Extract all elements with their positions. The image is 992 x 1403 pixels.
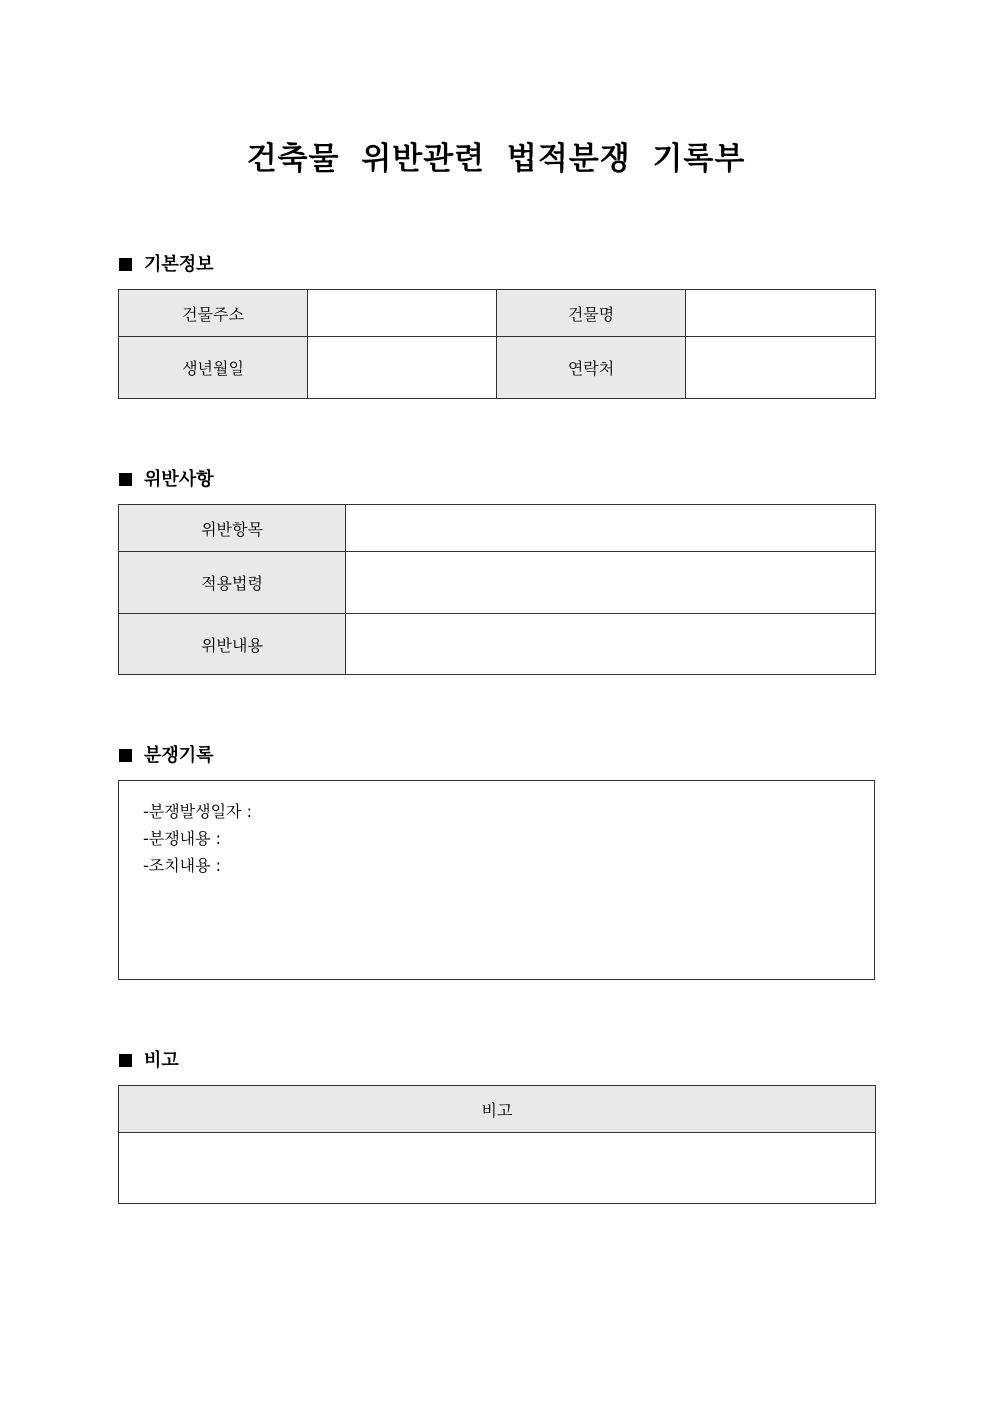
- section-heading-violation: [119, 470, 214, 490]
- contact-label: 연락처: [497, 337, 686, 399]
- birth-date-label: 생년월일: [119, 337, 308, 399]
- violation-content-label: 위반내용: [119, 614, 346, 675]
- building-address-label: 건물주소: [119, 290, 308, 337]
- table-row: [119, 1133, 876, 1204]
- building-name-label: 건물명: [497, 290, 686, 337]
- table-row: [119, 337, 876, 399]
- section-heading-basic-info: [119, 255, 214, 275]
- building-address-field[interactable]: [308, 290, 497, 337]
- section-heading-label: 기본정보: [144, 254, 214, 275]
- applicable-law-label: 적용법령: [119, 552, 346, 614]
- violation-content-field[interactable]: [346, 614, 876, 675]
- dispute-record-box[interactable]: [118, 780, 875, 980]
- section-heading-dispute-record: [119, 746, 214, 766]
- violation-item-field[interactable]: [346, 505, 876, 552]
- dispute-content-line: -분쟁내용 :: [143, 829, 222, 848]
- square-bullet-icon: [119, 258, 132, 271]
- table-row: [119, 1086, 876, 1133]
- birth-date-field[interactable]: [308, 337, 497, 399]
- contact-field[interactable]: [686, 337, 876, 399]
- table-row: [119, 614, 876, 675]
- remarks-table: [118, 1085, 876, 1204]
- square-bullet-icon: [119, 473, 132, 486]
- basic-info-table: [118, 289, 876, 399]
- action-content-line: -조치내용 :: [143, 856, 222, 875]
- building-name-field[interactable]: [686, 290, 876, 337]
- remarks-field[interactable]: [119, 1133, 876, 1204]
- section-heading-remarks: [119, 1051, 179, 1071]
- section-heading-label: 위반사항: [144, 469, 214, 490]
- table-row: [119, 552, 876, 614]
- violation-table: [118, 504, 876, 675]
- square-bullet-icon: [119, 1054, 132, 1067]
- table-row: [119, 505, 876, 552]
- table-row: [119, 290, 876, 337]
- document-title: 건축물 위반관련 법적분쟁 기록부: [246, 141, 746, 177]
- dispute-date-line: -분쟁발생일자 :: [143, 802, 252, 821]
- square-bullet-icon: [119, 749, 132, 762]
- section-heading-label: 비고: [144, 1050, 179, 1071]
- applicable-law-field[interactable]: [346, 552, 876, 614]
- violation-item-label: 위반항목: [119, 505, 346, 552]
- remarks-column-label: 비고: [119, 1086, 876, 1133]
- section-heading-label: 분쟁기록: [144, 745, 214, 766]
